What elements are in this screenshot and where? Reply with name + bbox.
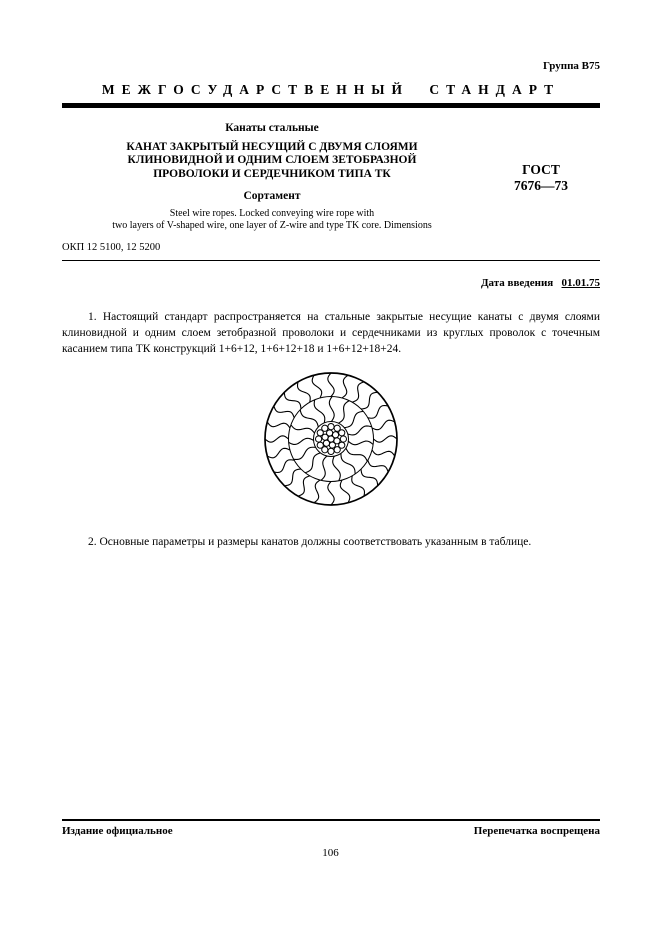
header-rule [62,103,600,108]
document-title [62,141,482,182]
document-category: Канаты стальные [225,121,319,134]
paragraph-2: 2. Основные параметры и размеры канатов должны соответствовать указанным в таблице. [88,536,532,549]
gost-label: ГОСТ [522,161,560,177]
date-label: Дата введения [480,277,554,290]
group-code: Группа В75 [542,60,600,72]
title-line-3: ПРОВОЛОКИ И СЕРДЕЧНИКОМ ТИПА ТК [153,167,391,180]
footer-right: Перепечатка воспрещена [473,825,600,837]
section-rule [62,260,600,261]
english-title [62,208,482,232]
page-number: 106 [322,847,339,859]
footer [62,819,600,837]
gost-designation [482,122,600,233]
title-line-2: КЛИНОВИДНОЙ И ОДНИМ СЛОЕМ ЗЕТОБРАЗНОЙ [127,154,417,167]
okp-codes: ОКП 12 5100, 12 5200 [62,242,161,254]
standard-type-heading: МЕЖГОСУДАРСТВЕННЫЙ СТАНДАРТ [101,82,561,97]
document-subtitle: Сортамент [243,190,301,203]
english-line-2: two layers of V-shaped wire, one layer of Z-wire and type TK core. Dimensions [112,220,432,232]
title-line-1: КАНАТ ЗАКРЫТЫЙ НЕСУЩИЙ С ДВУМЯ СЛОЯМИ [126,140,418,153]
rope-cross-section-svg [261,369,401,509]
rope-cross-section-diagram [62,369,600,514]
introduction-date [62,277,600,289]
footer-left: Издание официальное [62,825,173,837]
gost-number: 7676—73 [514,178,568,194]
paragraph-1: 1. Настоящий стандарт распространяется на стальные закрытые несущие канаты с двумя слоями клиновидной и одним слоем зетобразной проволоки и сердечниками из круглых проволок с точечным касанием типа ТК конструкций 1+6+12, 1+6+12+18 и 1+6+12+18+24. [62,311,600,356]
date-value: 01.01.75 [561,277,600,290]
title-area [62,122,600,233]
english-line-1: Steel wire ropes. Locked conveying wire rope with [169,208,375,220]
title-column [62,122,482,233]
